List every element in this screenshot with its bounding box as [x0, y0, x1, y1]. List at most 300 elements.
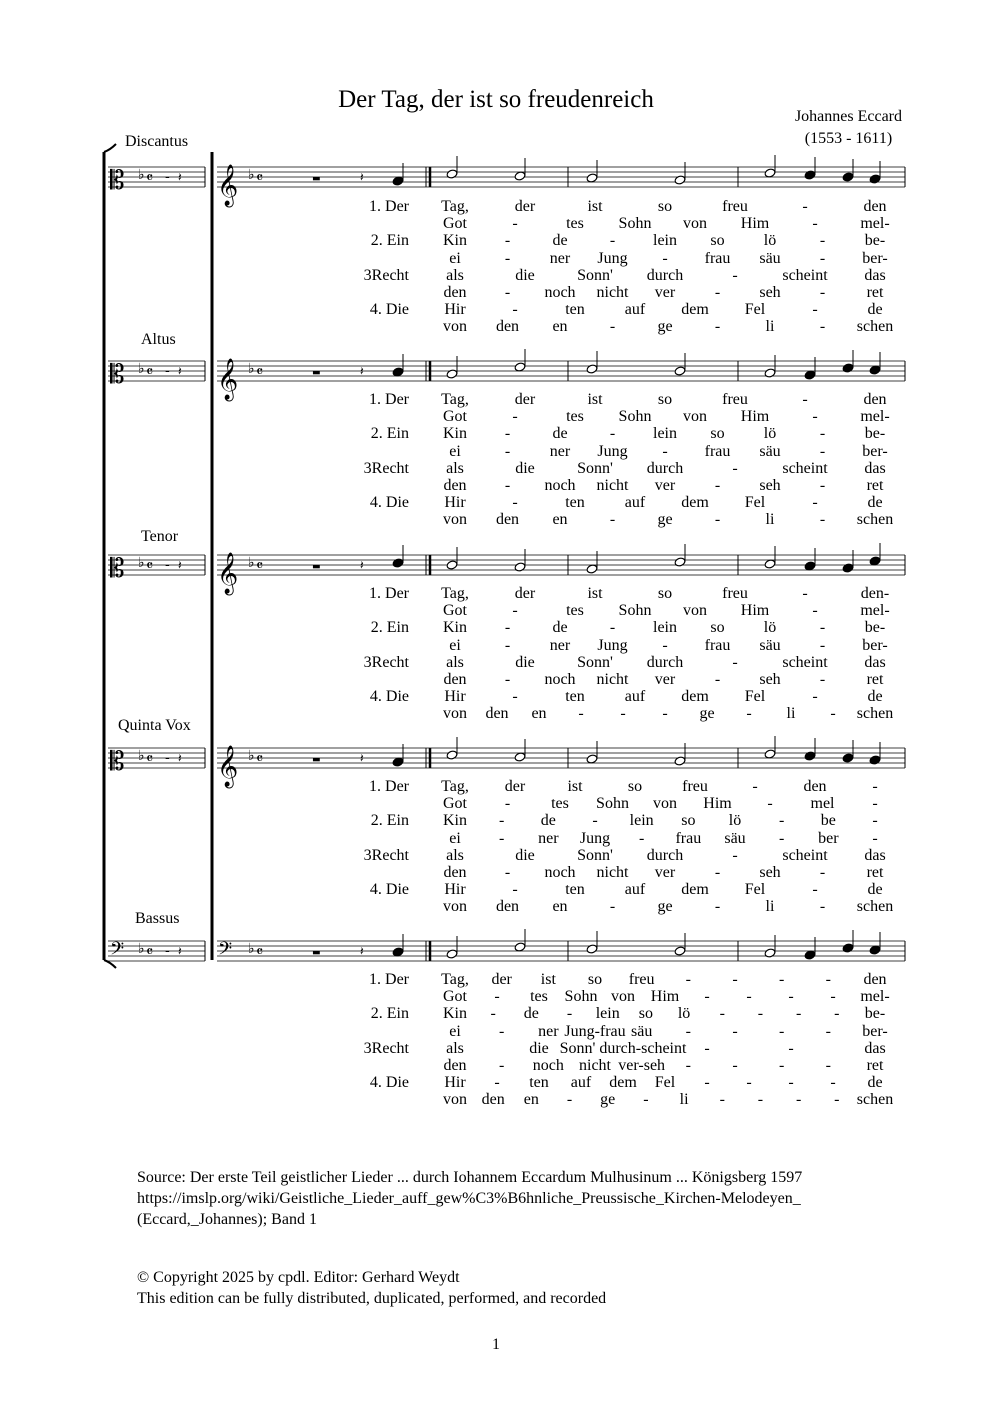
lyric-syllable: Hir — [444, 1074, 466, 1092]
lyric-syllable: - — [704, 1074, 710, 1092]
lyric-syllable: der — [514, 391, 536, 408]
license-line: This edition can be fully distributed, duplicated, performed, and recorded — [137, 1290, 607, 1307]
lyric-syllable: nicht — [596, 284, 629, 301]
lyric-syllable: en — [531, 705, 547, 723]
lyric-syllable: - — [504, 442, 511, 460]
flat-icon: ♭ — [248, 361, 255, 377]
note-head — [869, 945, 881, 955]
lyric-syllable: dem — [681, 301, 709, 319]
lyric-syllable: - — [704, 988, 710, 1006]
note-head — [804, 561, 816, 571]
lyric-syllable: den — [481, 1091, 505, 1109]
note-head — [514, 171, 526, 181]
lyric-syllable: lö — [763, 232, 777, 250]
composer-block — [795, 106, 902, 150]
composer-name: Johannes Eccard — [794, 108, 902, 125]
lyric-syllable: frau — [675, 829, 702, 847]
common-time-icon: 𝄴 — [146, 942, 154, 961]
rest-icon: 𝄽 — [178, 170, 182, 184]
lyric-syllable: de — [552, 232, 568, 250]
lyric-syllable: den- — [860, 585, 890, 602]
lyric-syllable: de — [867, 881, 883, 899]
flat-icon: ♭ — [138, 748, 145, 764]
lyric-syllable: nicht — [579, 1057, 611, 1074]
lyric-syllable: - — [746, 988, 752, 1006]
verse-number: 4. Die — [369, 881, 409, 899]
lyric-syllable: ner — [549, 249, 571, 267]
lyric-syllable: - — [512, 301, 518, 319]
lyric-syllable: als — [446, 266, 464, 284]
lyric-syllable: Tag, — [441, 391, 469, 408]
lyric-syllable: Jung — [597, 249, 628, 267]
lyric-syllable: - — [819, 671, 826, 688]
c-clef-icon: 𝄡 — [110, 554, 125, 584]
bass-clef-icon: 𝄢 — [218, 939, 233, 964]
lyric-syllable: - — [788, 1039, 794, 1057]
lyric-syllable: Got — [443, 602, 467, 620]
lyric-syllable: be- — [864, 232, 886, 250]
lyric-syllable: tes — [566, 215, 584, 233]
lyric-syllable: von — [683, 215, 707, 233]
note-head — [804, 751, 816, 761]
common-time-icon: 𝄴 — [256, 362, 264, 381]
lyric-syllable: lö — [763, 425, 777, 443]
lyric-syllable: ber- — [862, 249, 888, 267]
lyric-syllable: - — [778, 1057, 785, 1074]
lyric-syllable: den — [863, 971, 887, 988]
lyric-syllable: - — [504, 619, 511, 637]
lyric-syllable: so — [710, 232, 725, 250]
lyric-syllable: ret — [866, 1057, 884, 1074]
lyric-syllable: säu — [724, 829, 746, 847]
lyric-syllable: - — [746, 1074, 752, 1092]
lyric-syllable: den — [485, 705, 509, 723]
lyric-syllable: dem — [681, 881, 709, 899]
lyric-syllable: Kin — [443, 1005, 467, 1023]
note-head — [514, 942, 526, 952]
lyric-syllable: ei — [449, 1022, 461, 1040]
lyric-syllable: ist — [587, 391, 603, 408]
lyric-syllable: Sonn' — [577, 653, 613, 671]
rest-icon: - — [165, 557, 170, 573]
note-head — [764, 368, 776, 378]
lyric-syllable: - — [609, 425, 616, 443]
lyric-syllable: die — [515, 846, 535, 864]
lyric-syllable: mel — [810, 795, 835, 813]
lyric-syllable: - — [494, 1074, 500, 1092]
lyric-syllable: Jung — [597, 636, 628, 654]
lyric-syllable: li — [679, 1091, 689, 1109]
breve-rest-icon: ▬ — [312, 948, 321, 958]
lyric-syllable: säu — [759, 249, 781, 267]
lyric-syllable: lein — [629, 812, 654, 830]
lyric-syllable: - — [788, 988, 794, 1006]
lyric-syllable: so — [638, 1005, 654, 1023]
verse-number: 1. Der — [369, 391, 409, 408]
note-head — [514, 362, 526, 372]
c-clef-icon: 𝄡 — [110, 360, 125, 390]
lyric-syllable: li — [786, 705, 796, 723]
lyric-syllable: - — [819, 636, 826, 654]
note-head — [674, 756, 686, 766]
note-head — [804, 950, 816, 960]
lyric-syllable: - — [802, 198, 808, 215]
lyric-syllable: ver-seh — [618, 1057, 666, 1074]
lyric-syllable: - — [802, 391, 808, 408]
lyric-syllable: - — [512, 881, 518, 899]
lyric-syllable: - — [819, 511, 826, 529]
lyric-syllable: - — [778, 971, 785, 988]
lyric-syllable: Hir — [444, 688, 466, 706]
lyric-syllable: - — [819, 898, 826, 916]
verse-number: 3Recht — [363, 653, 409, 671]
lyric-syllable: Fel — [744, 494, 766, 512]
lyric-syllable: ner — [549, 636, 571, 654]
lyric-syllable: den — [495, 898, 520, 916]
lyric-syllable: - — [609, 318, 616, 336]
lyric-syllable: de — [540, 812, 556, 830]
lyric-syllable: - — [834, 1005, 840, 1023]
lyric-syllable: - — [834, 1091, 840, 1109]
lyric-syllable: dem — [681, 494, 709, 512]
voice-label-altus: Altus — [141, 331, 176, 348]
lyric-syllable: Sohn — [618, 215, 652, 233]
lyric-syllable: - — [512, 494, 518, 512]
lyric-syllable: ei — [449, 829, 461, 847]
lyric-syllable: so — [710, 619, 725, 637]
note-head — [514, 752, 526, 762]
lyric-syllable: dem — [681, 688, 709, 706]
lyric-syllable: - — [819, 477, 826, 494]
lyric-syllable: den — [443, 284, 467, 301]
note-head — [842, 563, 854, 573]
lyric-syllable: - — [609, 619, 616, 637]
lyric-syllable: tes — [566, 602, 584, 620]
lyric-syllable: - — [719, 1091, 725, 1109]
rest-icon: - — [165, 169, 170, 185]
note-head — [764, 749, 776, 759]
lyric-syllable: noch — [544, 477, 576, 494]
lyric-syllable: durch — [646, 653, 684, 671]
lyric-syllable: ver — [654, 477, 676, 494]
lyric-syllable: - — [714, 671, 721, 688]
note-head — [674, 175, 686, 185]
lyric-syllable: ver — [654, 284, 676, 301]
lyric-syllable: - — [732, 653, 738, 671]
flat-icon: ♭ — [248, 167, 255, 183]
lyric-syllable: - — [872, 812, 878, 830]
lyric-syllable: - — [504, 864, 511, 881]
rest-icon: 𝄽 — [178, 558, 182, 572]
lyric-syllable: den — [863, 391, 887, 408]
lyric-syllable: ten — [565, 494, 585, 512]
note-head — [586, 564, 598, 574]
lyric-syllable: scheint — [782, 653, 828, 671]
lyric-syllable: frau — [704, 442, 731, 460]
lyric-syllable: - — [620, 705, 626, 723]
lyric-syllable: - — [812, 408, 818, 426]
lyric-syllable: - — [578, 705, 584, 723]
lyric-syllable: li — [765, 898, 775, 916]
lyric-syllable: - — [504, 249, 511, 267]
lyric-syllable: - — [830, 988, 836, 1006]
lyric-syllable: - — [566, 1005, 573, 1023]
lyric-syllable: ber- — [862, 636, 888, 654]
lyric-syllable: - — [812, 602, 818, 620]
lyric-syllable: - — [498, 829, 505, 847]
lyric-syllable: auf — [624, 494, 646, 512]
lyric-syllable: von — [611, 988, 635, 1006]
lyric-syllable: - — [504, 636, 511, 654]
lyric-syllable: - — [767, 795, 773, 813]
common-time-icon: 𝄴 — [146, 168, 154, 187]
lyric-syllable: - — [643, 1091, 649, 1109]
lyric-syllable: ist — [567, 778, 583, 795]
lyric-syllable: freu — [722, 391, 748, 408]
lyric-syllable: den — [803, 778, 827, 795]
lyric-syllable: schen — [856, 898, 894, 916]
treble-clef-icon: 𝄞 — [217, 165, 239, 206]
lyric-syllable: - — [685, 1057, 691, 1074]
lyric-syllable: ge — [657, 511, 673, 529]
note-head — [392, 176, 404, 186]
lyric-syllable: - — [757, 1005, 764, 1023]
breve-rest-icon: ▬ — [312, 174, 321, 184]
lyric-syllable: den — [495, 511, 520, 529]
verse-number: 2. Ein — [370, 812, 409, 830]
note-head — [392, 757, 404, 767]
lyric-syllable: Kin — [443, 619, 467, 637]
lyric-syllable: Fel — [654, 1074, 676, 1092]
rest-icon: 𝄽 — [178, 364, 182, 378]
flat-icon: ♭ — [248, 748, 255, 764]
lyric-syllable: de — [552, 425, 568, 443]
voice-label-tenor: Tenor — [141, 528, 179, 545]
lyric-syllable: - — [812, 301, 818, 319]
lyric-syllable: - — [609, 511, 616, 529]
note-head — [586, 173, 598, 183]
lyric-syllable: de — [552, 619, 568, 637]
lyric-syllable: - — [819, 318, 826, 336]
lyric-syllable: - — [819, 284, 826, 301]
lyric-syllable: - — [732, 1022, 738, 1040]
lyric-syllable: Jung — [597, 442, 628, 460]
lyric-syllable: - — [752, 778, 758, 795]
source-url: https://imslp.org/wiki/Geistliche_Lieder_auff_gew%C3%B6hnliche_Preussische_Kirchen-Melodeyen_ — [137, 1190, 801, 1207]
lyric-syllable: de — [867, 1074, 883, 1092]
lyric-syllable: den — [495, 318, 520, 336]
lyric-syllable: Him — [703, 795, 732, 813]
verse-number: 3Recht — [363, 1039, 409, 1057]
lyric-syllable: von — [443, 705, 467, 723]
lyric-syllable: von — [443, 318, 467, 336]
lyric-syllable: lein — [653, 619, 677, 637]
lyric-syllable: - — [746, 705, 752, 723]
lyric-syllable: ret — [866, 671, 884, 688]
lyric-syllable: noch — [544, 864, 576, 881]
note-head — [764, 168, 776, 178]
lyric-syllable: - — [512, 602, 518, 620]
verse-number: 4. Die — [369, 1074, 409, 1092]
verse-number: 1. Der — [369, 198, 409, 215]
note-head — [842, 753, 854, 763]
verse-number: 1. Der — [369, 778, 409, 795]
lyric-syllable: - — [638, 829, 645, 847]
lyric-syllable: - — [825, 1022, 831, 1040]
lyric-syllable: nicht — [596, 864, 629, 881]
note-head — [674, 557, 686, 567]
lyric-syllable: Tag, — [441, 971, 469, 988]
lyric-syllable: ei — [449, 442, 461, 460]
lyric-syllable: - — [592, 812, 598, 830]
note-head — [674, 366, 686, 376]
quarter-rest-icon: 𝄽 — [360, 170, 364, 184]
quarter-rest-icon: 𝄽 — [360, 558, 364, 572]
lyric-syllable: - — [714, 511, 721, 529]
lyric-syllable: von — [683, 408, 707, 426]
lyric-syllable: be- — [864, 425, 886, 443]
lyric-syllable: den — [443, 477, 467, 494]
lyric-syllable: - — [714, 284, 721, 301]
flat-icon: ♭ — [248, 941, 255, 957]
lyric-syllable: ist — [587, 585, 603, 602]
lyric-syllable: - — [498, 1022, 505, 1040]
lyric-syllable: - — [498, 812, 505, 830]
lyric-syllable: - — [662, 705, 668, 723]
lyric-syllable: tes — [551, 795, 569, 813]
lyric-syllable: auf — [624, 301, 646, 319]
lyric-syllable: schen — [856, 318, 894, 336]
lyric-syllable: li — [765, 318, 775, 336]
lyric-syllable: von — [683, 602, 707, 620]
lyric-syllable: seh — [759, 864, 781, 881]
lyric-syllable: auf — [624, 688, 646, 706]
lyric-syllable: schen — [856, 705, 894, 723]
lyric-syllable: li — [765, 511, 775, 529]
lyric-syllable: - — [512, 408, 518, 426]
verse-number: 1. Der — [369, 971, 409, 988]
lyric-syllable: seh — [759, 284, 781, 301]
lyric-syllable: - — [662, 442, 668, 460]
lyric-syllable: Kin — [443, 425, 467, 443]
note-head — [869, 174, 881, 184]
lyric-syllable: so — [657, 391, 673, 408]
lyric-syllable: der — [504, 778, 526, 795]
c-clef-icon: 𝄡 — [110, 166, 125, 196]
voice-label-discantus: Discantus — [125, 133, 189, 150]
rest-icon: - — [165, 363, 170, 379]
lyric-syllable: - — [732, 266, 738, 284]
lyric-syllable: ver — [654, 864, 676, 881]
verse-number: 4. Die — [369, 494, 409, 512]
lyric-syllable: lein — [595, 1005, 620, 1023]
lyric-syllable: - — [732, 459, 738, 477]
verse-number: 2. Ein — [370, 619, 409, 637]
lyric-syllable: Tag, — [441, 198, 469, 215]
note-head — [586, 364, 598, 374]
lyric-syllable: ber- — [862, 1022, 888, 1040]
lyric-syllable: so — [657, 198, 673, 215]
lyric-syllable: Sohn — [596, 795, 629, 813]
verse-number: 1. Der — [369, 585, 409, 602]
lyric-syllable: - — [812, 688, 818, 706]
note-head — [586, 754, 598, 764]
lyric-syllable: die — [515, 459, 535, 477]
lyric-syllable: säu — [759, 636, 781, 654]
page-number: 1 — [492, 1336, 500, 1353]
lyric-syllable: so — [681, 812, 696, 830]
note-head — [804, 170, 816, 180]
note-head — [392, 367, 404, 377]
lyric-syllable: ge — [657, 898, 673, 916]
flat-icon: ♭ — [138, 941, 145, 957]
note-head — [514, 562, 526, 572]
lyric-syllable: mel- — [860, 215, 890, 233]
verse-number: 4. Die — [369, 688, 409, 706]
quarter-rest-icon: 𝄽 — [360, 944, 364, 958]
lyric-syllable: - — [512, 688, 518, 706]
lyric-syllable: - — [714, 477, 721, 494]
lyric-syllable: so — [587, 971, 603, 988]
lyric-syllable: lein — [653, 232, 677, 250]
verse-number: 2. Ein — [370, 232, 409, 250]
note-head — [446, 750, 458, 760]
lyric-syllable: Jung — [579, 829, 611, 847]
note-head — [869, 556, 881, 566]
lyric-syllable: scheint — [782, 459, 828, 477]
lyric-syllable: lö — [728, 812, 742, 830]
lyric-syllable: seh — [759, 477, 781, 494]
lyric-syllable: Hir — [444, 301, 466, 319]
note-head — [446, 169, 458, 179]
lyric-syllable: als — [446, 653, 464, 671]
lyric-syllable: - — [825, 1057, 831, 1074]
lyric-syllable: dem — [609, 1074, 637, 1092]
flat-icon: ♭ — [138, 167, 145, 183]
lyric-syllable: ge — [600, 1091, 616, 1109]
common-time-icon: 𝄴 — [146, 556, 154, 575]
note-head — [446, 949, 458, 959]
lyric-syllable: der — [514, 198, 536, 215]
lyric-syllable: - — [802, 585, 808, 602]
lyric-syllable: das — [864, 266, 886, 284]
lyric-syllable: en — [552, 318, 568, 336]
lyric-syllable: Him — [650, 988, 680, 1006]
lyric-syllable: freu — [722, 585, 748, 602]
lyric-syllable: Him — [740, 602, 770, 620]
lyric-syllable: - — [714, 864, 721, 881]
lyric-syllable: den — [443, 1057, 467, 1074]
lyric-syllable: den — [443, 671, 467, 688]
lyric-syllable: - — [819, 864, 826, 881]
lyric-syllable: be- — [864, 619, 886, 637]
lyric-syllable: das — [864, 846, 886, 864]
lyric-syllable: ret — [866, 284, 884, 301]
lyric-syllable: - — [704, 1039, 710, 1057]
note-head — [764, 948, 776, 958]
lyric-syllable: noch — [544, 284, 576, 301]
lyric-syllable: ver — [654, 671, 676, 688]
lyric-syllable: schen — [856, 1091, 894, 1109]
lyric-syllable: die — [515, 266, 535, 284]
lyric-syllable: Fel — [744, 881, 766, 899]
lyric-syllable: ten — [565, 881, 585, 899]
quarter-rest-icon: 𝄽 — [360, 364, 364, 378]
lyric-syllable: Kin — [443, 812, 467, 830]
common-time-icon: 𝄴 — [256, 168, 264, 187]
lyric-syllable: de — [867, 688, 883, 706]
rest-icon: - — [165, 750, 170, 766]
